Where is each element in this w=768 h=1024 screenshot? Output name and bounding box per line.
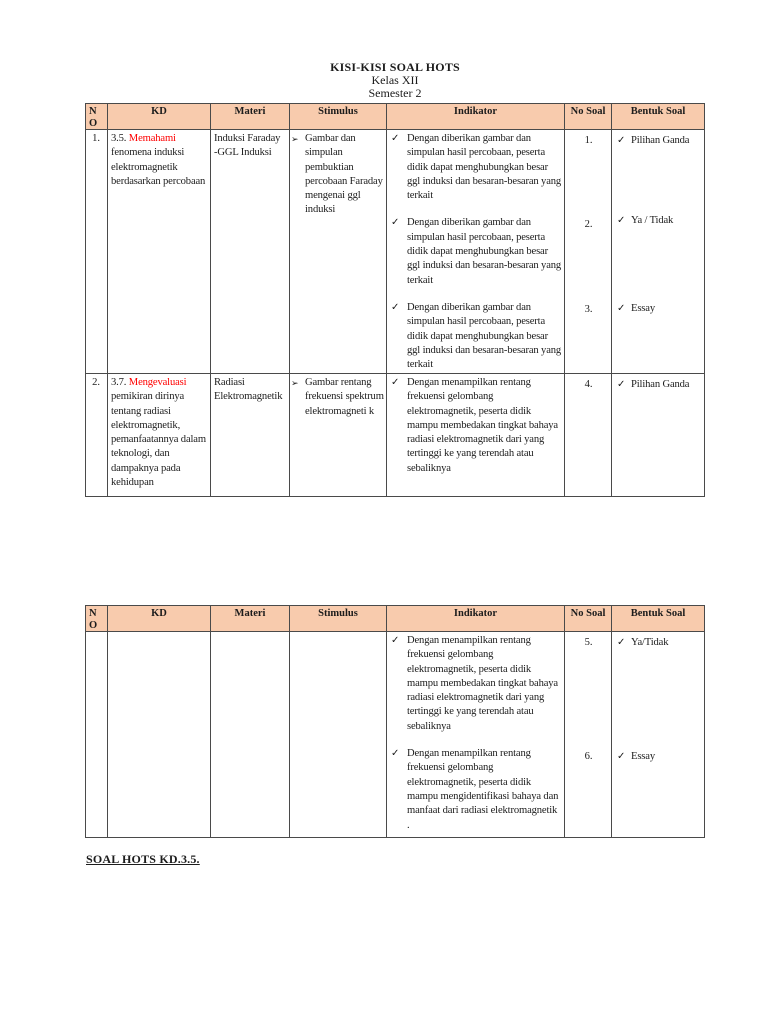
stimulus-text: Gambar rentang frekuensi spektrum elektromagneti k [305, 377, 384, 417]
indicator-text: Dengan diberikan gambar dan simpulan hasil percobaan, peserta didik dapat menghubungkan besar ggl induksi dan besaran-besaran yang terkait [407, 133, 562, 202]
kd-number: 3.7. [111, 377, 129, 388]
header-no: N O [86, 606, 108, 632]
indicator-item [390, 216, 562, 287]
cell-no-soal [565, 374, 612, 496]
table-row [86, 632, 704, 837]
cell-kd [108, 632, 211, 837]
question-type-item [615, 750, 702, 764]
question-number: 3. [584, 303, 593, 315]
kisi-kisi-table-2 [85, 605, 705, 838]
check-icon: ✓ [617, 751, 626, 763]
header-stimulus: Stimulus [290, 606, 387, 632]
indicator-item [390, 301, 562, 372]
kd-number: 3.5. [111, 133, 129, 144]
check-icon: ✓ [391, 748, 400, 760]
cell-stimulus [290, 130, 387, 374]
kd-text: fenomena induksi elektromagnetik berdasarkan percobaan [111, 147, 206, 187]
arrow-bullet-icon: ➢ [291, 134, 299, 144]
header-bentuk-soal: Bentuk Soal [612, 104, 704, 130]
question-number: 4. [584, 379, 593, 390]
check-icon: ✓ [617, 215, 626, 227]
check-icon: ✓ [391, 635, 400, 646]
check-icon: ✓ [617, 302, 626, 314]
question-type-text: Essay [631, 751, 655, 763]
materi-line: Radiasi Elektromagnetik [214, 377, 283, 403]
materi-line: Induksi Faraday [214, 133, 281, 144]
table-row [86, 130, 704, 374]
header-indikator: Indikator [387, 104, 565, 130]
stimulus-item [293, 376, 384, 419]
cell-stimulus [290, 374, 387, 496]
header-no-soal: No Soal [565, 606, 612, 632]
indicator-item [390, 132, 562, 203]
cell-bentuk-soal [612, 632, 704, 837]
header-no-soal: No Soal [565, 104, 612, 130]
cell-no: 2. [86, 374, 108, 496]
question-type-item [615, 378, 702, 392]
arrow-bullet-icon: ➢ [291, 378, 299, 388]
cell-stimulus [290, 632, 387, 837]
check-icon: ✓ [391, 217, 400, 229]
document-title-block [86, 61, 704, 100]
question-number: 2. [584, 219, 593, 231]
cell-kd [108, 130, 211, 374]
check-icon: ✓ [391, 377, 400, 388]
indicator-text: Dengan menampilkan rentang frekuensi gelombang elektromagnetik, peserta didik mampu mengidentifikasi bahaya dan manfaat dari radiasi elektromagnetik . [407, 748, 559, 831]
check-icon: ✓ [617, 379, 626, 390]
check-icon: ✓ [391, 301, 400, 313]
header-stimulus: Stimulus [290, 104, 387, 130]
question-type-item [615, 302, 702, 316]
question-type-text: Pilihan Ganda [631, 135, 690, 146]
cell-materi [211, 632, 290, 837]
stimulus-text: Gambar dan simpulan pembuktian percobaan Faraday mengenai ggl induksi [305, 133, 383, 216]
question-number: 1. [584, 135, 593, 146]
question-type-item [615, 134, 702, 148]
question-type-text: Ya / Tidak [631, 215, 674, 227]
indicator-item [390, 634, 562, 734]
table-row [86, 374, 704, 496]
cell-bentuk-soal [612, 374, 704, 496]
cell-materi [211, 130, 290, 374]
indicator-item [390, 376, 562, 476]
cell-materi [211, 374, 290, 496]
indicator-text: Dengan diberikan gambar dan simpulan hasil percobaan, peserta didik dapat menghubungkan besar ggl induksi dan besaran-besaran yang terkait [407, 301, 562, 371]
kd-highlight: Mengevaluasi [128, 377, 187, 388]
check-icon: ✓ [617, 135, 626, 146]
header-materi: Materi [211, 104, 290, 130]
kisi-kisi-table-1 [85, 103, 705, 497]
header-materi: Materi [211, 606, 290, 632]
materi-line: -GGL Induksi [214, 147, 272, 159]
header-indikator: Indikator [387, 606, 565, 632]
table-header-row [86, 104, 704, 130]
stimulus-item [293, 132, 384, 218]
header-bentuk-soal: Bentuk Soal [612, 606, 704, 632]
cell-indikator [387, 374, 565, 496]
indicator-item [390, 747, 562, 833]
header-kd: KD [108, 606, 211, 632]
indicator-text: Dengan menampilkan rentang frekuensi gelombang elektromagnetik, peserta didik mampu membedakan tingkat bahaya radiasi elektromagnetik dari yang tertinggi ke yang terendah atau sebaliknya [407, 635, 558, 732]
question-type-text: Pilihan Ganda [631, 379, 690, 390]
question-type-text: Ya/Tidak [631, 637, 669, 648]
question-number: 5. [584, 637, 593, 648]
cell-indikator [387, 632, 565, 837]
page-subtitle-class: Kelas XII [371, 73, 419, 87]
cell-bentuk-soal [612, 130, 704, 374]
kd-text: pemikiran dirinya tentang radiasi elektromagnetik, pemanfaatannya dalam teknologi, dan dampaknya pada kehidupan [111, 391, 206, 489]
cell-no-soal [565, 130, 612, 374]
check-icon: ✓ [391, 133, 400, 144]
page-title: KISI-KISI SOAL HOTS [330, 60, 460, 74]
question-number: 6. [584, 751, 593, 763]
header-no: N O [86, 104, 108, 130]
indicator-text: Dengan menampilkan rentang frekuensi gelombang elektromagnetik, peserta didik mampu membedakan tingkat bahaya radiasi elektromagnetik dari yang tertinggi ke yang terendah atau sebaliknya [407, 377, 558, 474]
table-header-row [86, 606, 704, 632]
question-type-item [615, 636, 702, 650]
soal-hots-heading: SOAL HOTS KD.3.5. [86, 852, 200, 866]
check-icon: ✓ [617, 637, 626, 648]
cell-kd [108, 374, 211, 496]
cell-no: 1. [86, 130, 108, 374]
cell-indikator [387, 130, 565, 374]
page-subtitle-semester: Semester 2 [368, 86, 422, 100]
kd-highlight: Memahami [128, 133, 176, 144]
header-kd: KD [108, 104, 211, 130]
cell-no-soal [565, 632, 612, 837]
question-type-text: Essay [631, 302, 655, 314]
question-type-item [615, 214, 702, 228]
cell-no [86, 632, 108, 837]
indicator-text: Dengan diberikan gambar dan simpulan hasil percobaan, peserta didik dapat menghubungkan besar ggl induksi dan besaran-besaran yang terkait [407, 217, 562, 286]
